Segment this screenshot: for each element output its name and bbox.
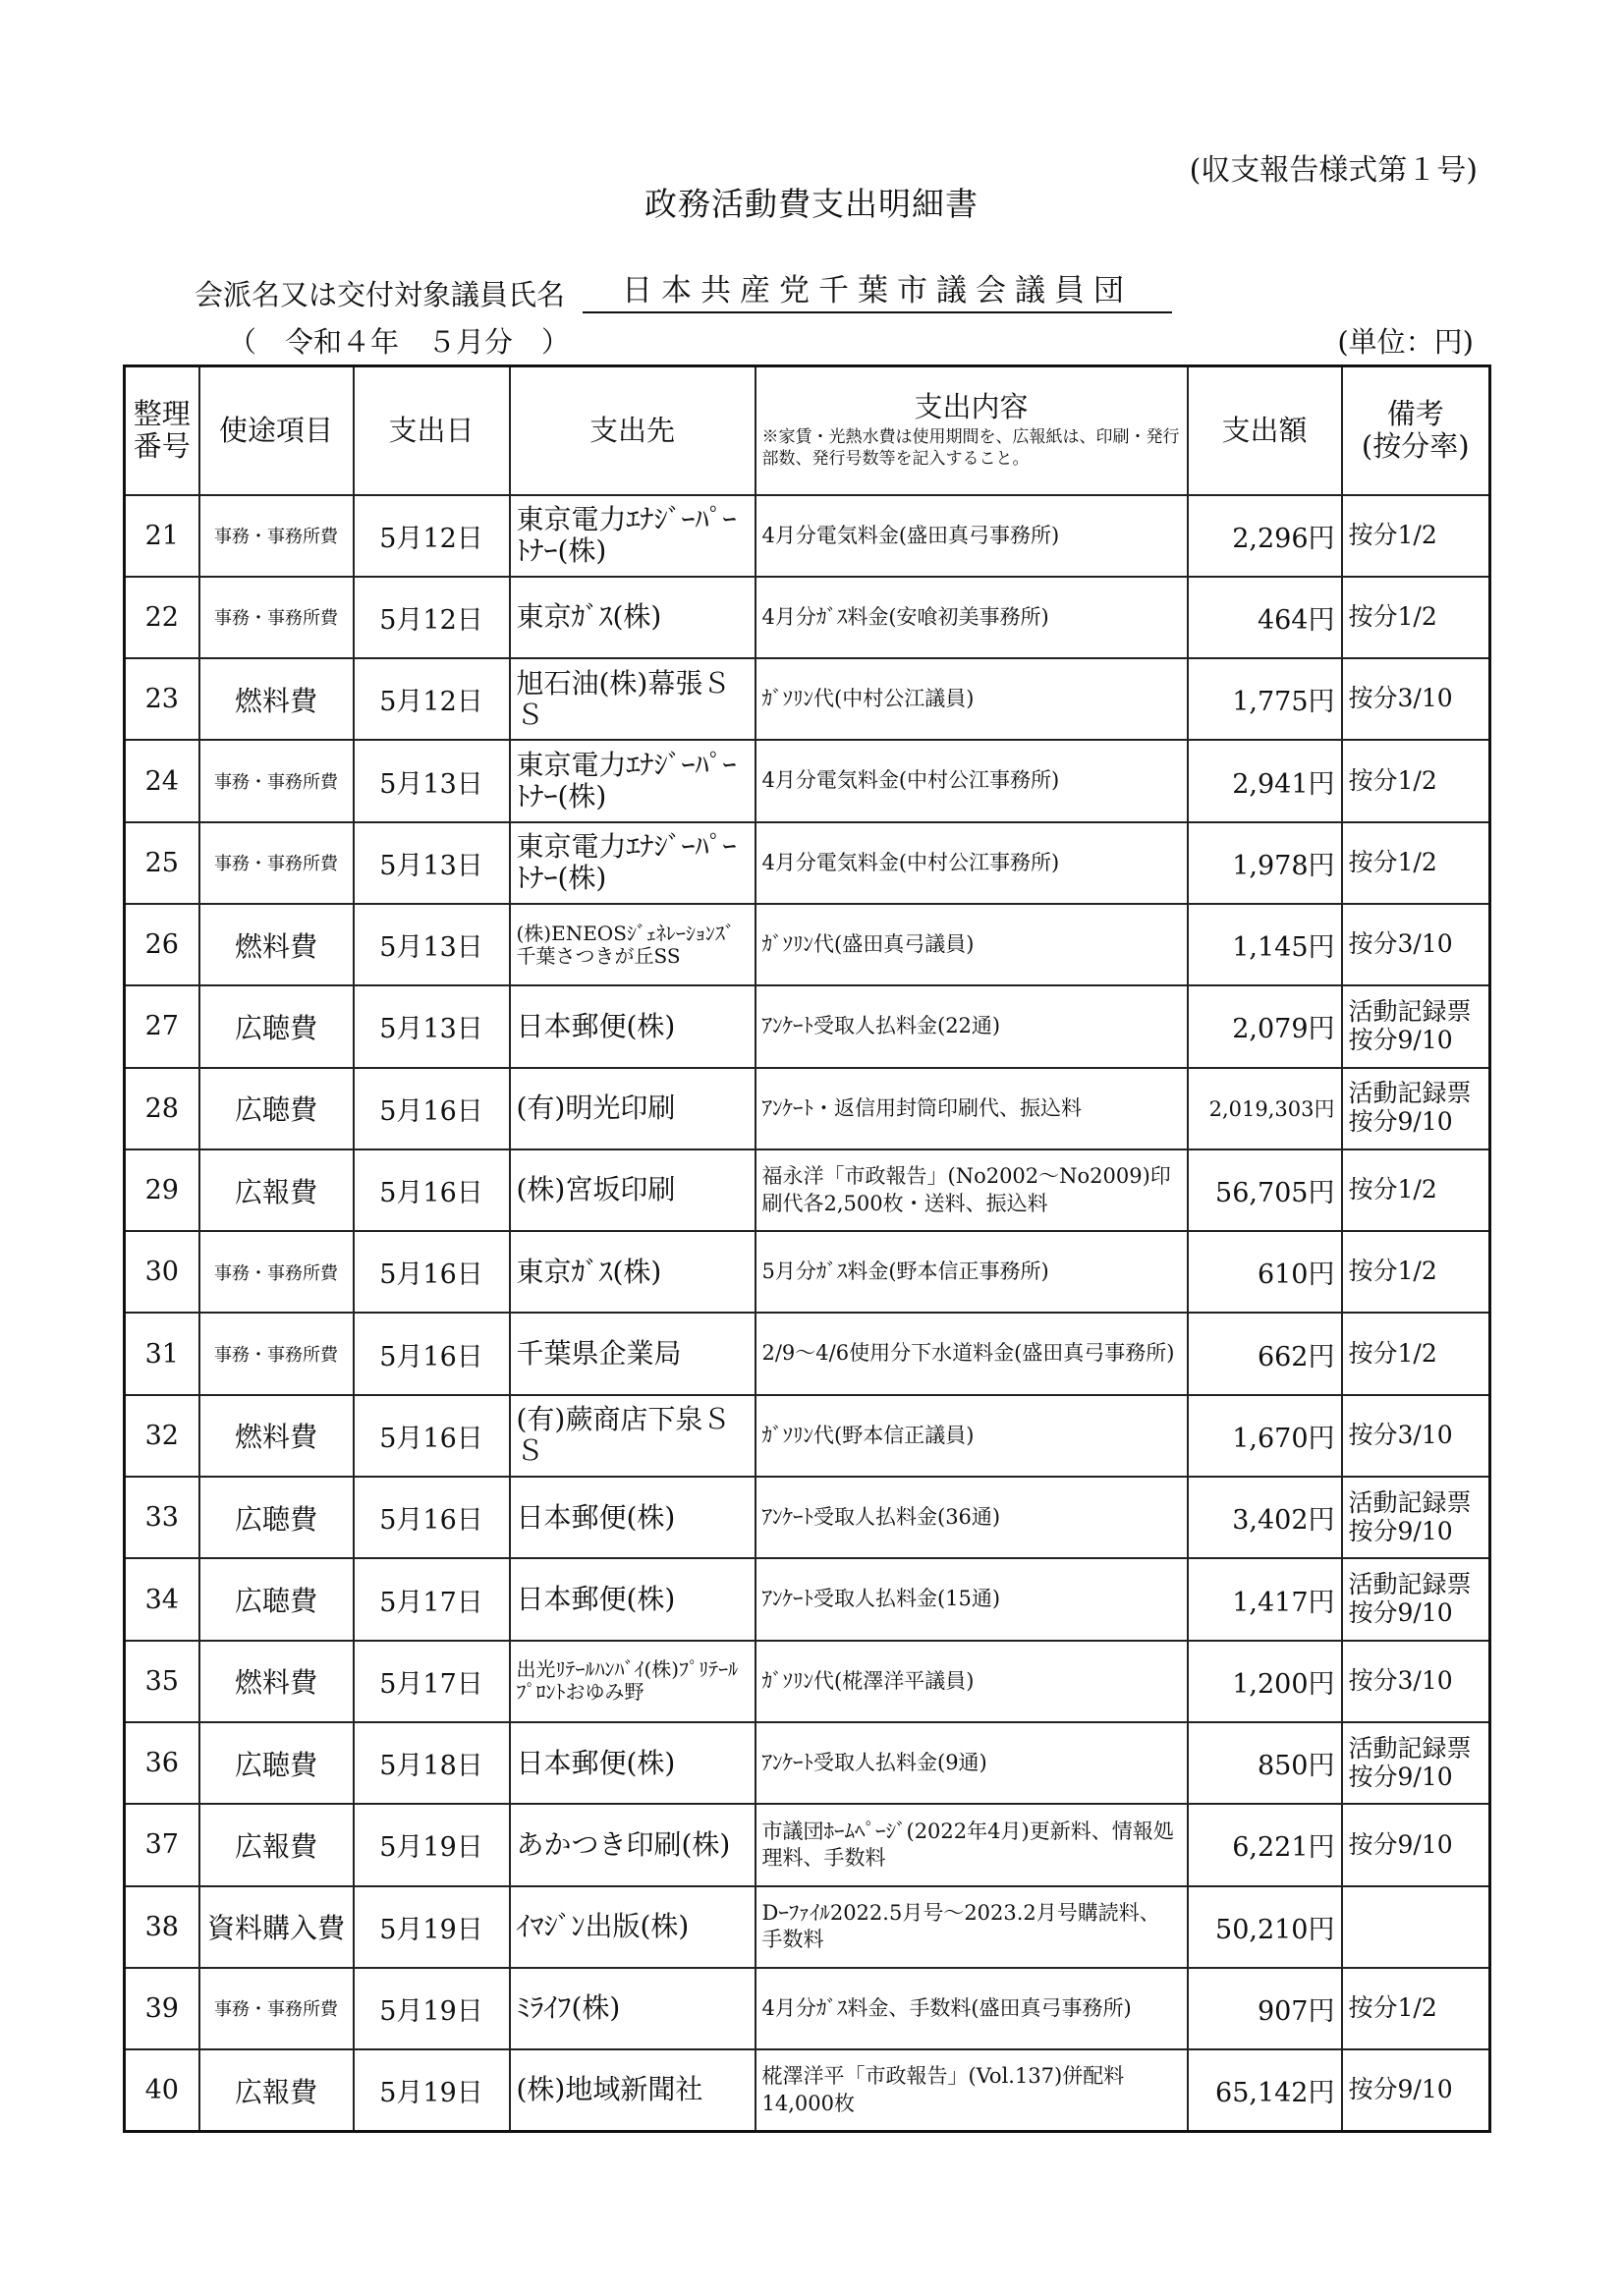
row-content: 2/9～4/6使用分下水道料金(盛田真弓事務所) [756,1313,1188,1394]
row-payee: ｲﾏｼﾞﾝ出版(株) [510,1886,756,1968]
row-content: 4月分ｶﾞｽ料金(安喰初美事務所) [756,577,1188,658]
row-date: 5月16日 [354,1149,510,1231]
row-category: 広聴費 [199,1068,354,1149]
row-remarks: 按分1/2 [1342,495,1490,577]
row-content: ｶﾞｿﾘﾝ代(盛田真弓議員) [756,904,1188,985]
row-number: 32 [125,1395,199,1477]
row-category: 事務・事務所費 [199,1968,354,2049]
row-number: 40 [125,2049,199,2131]
row-category: 広聴費 [199,1477,354,1558]
document-title: 政務活動費支出明細書 [644,185,979,223]
row-remarks: 按分1/2 [1342,822,1490,904]
row-remarks: 按分1/2 [1342,577,1490,658]
form-number: (収支報告様式第１号) [1189,153,1478,188]
row-remarks [1342,1886,1490,1968]
row-payee: (株)地域新聞社 [510,2049,756,2131]
row-amount: 464円 [1188,577,1342,658]
table-row [125,1068,1490,1149]
row-payee: ﾐﾗｲﾌ(株) [510,1968,756,2049]
row-category: 燃料費 [199,1395,354,1477]
table-row [125,658,1490,740]
row-number: 33 [125,1477,199,1558]
row-category: 燃料費 [199,658,354,740]
row-category: 燃料費 [199,1641,354,1722]
row-payee: (株)宮坂印刷 [510,1149,756,1231]
row-remarks: 按分3/10 [1342,904,1490,985]
remarks-header-label: 備考 [1386,396,1444,430]
row-remarks: 按分1/2 [1342,1149,1490,1231]
row-category: 広聴費 [199,1722,354,1804]
row-payee: 旭石油(株)幕張ＳＳ [510,658,756,740]
row-number: 31 [125,1313,199,1394]
row-payee: 日本郵便(株) [510,1558,756,1640]
table-header-row [125,366,1490,495]
row-remarks: 按分3/10 [1342,658,1490,740]
col-header-no: 整理番号 [125,366,199,495]
row-content: 5月分ｶﾞｽ料金(野本信正事務所) [756,1231,1188,1313]
row-remarks: 活動記録票按分9/10 [1342,1477,1490,1558]
row-number: 22 [125,577,199,658]
row-remarks: 按分3/10 [1342,1641,1490,1722]
row-amount: 850円 [1188,1722,1342,1804]
row-payee: (有)明光印刷 [510,1068,756,1149]
row-amount: 610円 [1188,1231,1342,1313]
row-date: 5月16日 [354,1395,510,1477]
row-amount: 1,670円 [1188,1395,1342,1477]
expense-table [123,364,1491,2133]
content-header-label: 支出内容 [914,390,1029,424]
row-payee: (株)ENEOSｼﾞｪﾈﾚｰｼｮﾝｽﾞ千葉さつきが丘SS [510,904,756,985]
row-date: 5月19日 [354,2049,510,2131]
table-row [125,1231,1490,1313]
row-payee: (有)蕨商店下泉ＳＳ [510,1395,756,1477]
row-remarks: 活動記録票按分9/10 [1342,1558,1490,1640]
row-remarks: 按分9/10 [1342,2049,1490,2131]
col-header-category: 使途項目 [199,366,354,495]
row-remarks: 按分1/2 [1342,1313,1490,1394]
row-content: ｱﾝｹｰﾄ受取人払料金(36通) [756,1477,1188,1558]
row-amount: 907円 [1188,1968,1342,2049]
row-remarks: 按分3/10 [1342,1395,1490,1477]
row-payee: 出光ﾘﾃｰﾙﾊﾝﾊﾞｲ(株)ﾌﾟﾘﾃｰﾙﾌﾟﾛﾝﾄおゆみ野 [510,1641,756,1722]
row-content: 椛澤洋平「市政報告」(Vol.137)併配料14,000枚 [756,2049,1188,2131]
row-content: 市議団ﾎｰﾑﾍﾟｰｼﾞ(2022年4月)更新料、情報処理料、手数料 [756,1804,1188,1885]
row-date: 5月16日 [354,1313,510,1394]
row-content: Dｰﾌｧｲﾙ2022.5月号～2023.2月号購読料、手数料 [756,1886,1188,1968]
row-date: 5月13日 [354,904,510,985]
row-category: 燃料費 [199,904,354,985]
table-row [125,1722,1490,1804]
row-content: ｶﾞｿﾘﾝ代(椛澤洋平議員) [756,1641,1188,1722]
row-content: ｶﾞｿﾘﾝ代(中村公江議員) [756,658,1188,740]
row-date: 5月19日 [354,1886,510,1968]
row-content: ｱﾝｹｰﾄ受取人払料金(15通) [756,1558,1188,1640]
row-category: 資料購入費 [199,1886,354,1968]
table-row [125,985,1490,1067]
col-header-payee: 支出先 [510,366,756,495]
row-category: 広聴費 [199,1558,354,1640]
group-line [195,265,1172,313]
row-category: 広報費 [199,1149,354,1231]
row-date: 5月12日 [354,495,510,577]
row-content: ｱﾝｹｰﾄ・返信用封筒印刷代、振込料 [756,1068,1188,1149]
row-content: ｱﾝｹｰﾄ受取人払料金(9通) [756,1722,1188,1804]
table-row [125,577,1490,658]
row-number: 23 [125,658,199,740]
row-number: 28 [125,1068,199,1149]
row-content: 4月分電気料金(中村公江事務所) [756,822,1188,904]
table-row [125,495,1490,577]
table-row [125,904,1490,985]
row-amount: 1,417円 [1188,1558,1342,1640]
row-payee: 千葉県企業局 [510,1313,756,1394]
row-amount: 65,142円 [1188,2049,1342,2131]
col-header-content [756,366,1188,495]
row-category: 事務・事務所費 [199,1231,354,1313]
row-number: 30 [125,1231,199,1313]
row-date: 5月17日 [354,1641,510,1722]
remarks-header-sub: (按分率) [1361,429,1470,464]
row-payee: 東京電力ｴﾅｼﾞｰﾊﾟｰﾄﾅｰ(株) [510,822,756,904]
row-remarks: 按分1/2 [1342,740,1490,821]
col-header-amount: 支出額 [1188,366,1342,495]
row-category: 広報費 [199,1804,354,1885]
row-category: 事務・事務所費 [199,577,354,658]
row-amount: 1,200円 [1188,1641,1342,1722]
row-number: 29 [125,1149,199,1231]
row-date: 5月13日 [354,822,510,904]
row-number: 25 [125,822,199,904]
row-amount: 2,019,303円 [1188,1068,1342,1149]
table-row [125,1477,1490,1558]
row-category: 事務・事務所費 [199,495,354,577]
row-remarks: 按分9/10 [1342,1804,1490,1885]
row-number: 38 [125,1886,199,1968]
row-amount: 6,221円 [1188,1804,1342,1885]
row-amount: 2,079円 [1188,985,1342,1067]
row-payee: 東京電力ｴﾅｼﾞｰﾊﾟｰﾄﾅｰ(株) [510,740,756,821]
group-label: 会派名又は交付対象議員氏名 [195,278,566,311]
row-amount: 1,775円 [1188,658,1342,740]
row-number: 35 [125,1641,199,1722]
row-number: 27 [125,985,199,1067]
row-content: ｱﾝｹｰﾄ受取人払料金(22通) [756,985,1188,1067]
row-date: 5月17日 [354,1558,510,1640]
row-payee: 東京ｶﾞｽ(株) [510,577,756,658]
row-amount: 56,705円 [1188,1149,1342,1231]
row-category: 事務・事務所費 [199,740,354,821]
unit-label: (単位：円) [1337,325,1474,359]
row-remarks: 按分1/2 [1342,1231,1490,1313]
row-date: 5月19日 [354,1968,510,2049]
row-amount: 3,402円 [1188,1477,1342,1558]
row-amount: 1,145円 [1188,904,1342,985]
row-content: 4月分電気料金(盛田真弓事務所) [756,495,1188,577]
report-period: （ 令和４年 ５月分 ） [228,325,571,359]
row-date: 5月12日 [354,577,510,658]
row-number: 36 [125,1722,199,1804]
row-payee: 日本郵便(株) [510,1477,756,1558]
row-amount: 1,978円 [1188,822,1342,904]
row-payee: 東京電力ｴﾅｼﾞｰﾊﾟｰﾄﾅｰ(株) [510,495,756,577]
row-date: 5月16日 [354,1477,510,1558]
row-content: 4月分電気料金(中村公江事務所) [756,740,1188,821]
row-category: 広聴費 [199,985,354,1067]
row-date: 5月13日 [354,985,510,1067]
table-row [125,1558,1490,1640]
table-row [125,1149,1490,1231]
row-content: 福永洋「市政報告」(No2002～No2009)印刷代各2,500枚・送料、振込料 [756,1149,1188,1231]
row-payee: 日本郵便(株) [510,1722,756,1804]
row-number: 37 [125,1804,199,1885]
table-row [125,1395,1490,1477]
content-header-note: ※家賃・光熱水費は使用期間を、広報紙は、印刷・発行部数、発行号数等を記入すること。 [761,426,1180,469]
row-remarks: 活動記録票按分9/10 [1342,1722,1490,1804]
table-row [125,822,1490,904]
row-date: 5月18日 [354,1722,510,1804]
table-row [125,2049,1490,2131]
row-remarks: 活動記録票按分9/10 [1342,985,1490,1067]
col-header-date: 支出日 [354,366,510,495]
col-header-remarks [1342,366,1490,495]
table-row [125,1804,1490,1885]
table-row [125,1886,1490,1968]
row-remarks: 按分1/2 [1342,1968,1490,2049]
table-row [125,1313,1490,1394]
row-category: 広報費 [199,2049,354,2131]
row-number: 39 [125,1968,199,2049]
row-amount: 50,210円 [1188,1886,1342,1968]
row-content: 4月分ｶﾞｽ料金、手数料(盛田真弓事務所) [756,1968,1188,2049]
row-payee: 東京ｶﾞｽ(株) [510,1231,756,1313]
table-body [125,495,1490,2132]
group-name: 日本共産党千葉市議会議員団 [583,265,1172,313]
row-number: 21 [125,495,199,577]
row-category: 事務・事務所費 [199,822,354,904]
row-date: 5月16日 [354,1231,510,1313]
row-remarks: 活動記録票按分9/10 [1342,1068,1490,1149]
table-row [125,1641,1490,1722]
row-date: 5月13日 [354,740,510,821]
row-date: 5月16日 [354,1068,510,1149]
row-payee: 日本郵便(株) [510,985,756,1067]
table-row [125,1968,1490,2049]
table-row [125,740,1490,821]
row-payee: あかつき印刷(株) [510,1804,756,1885]
row-date: 5月19日 [354,1804,510,1885]
row-amount: 2,941円 [1188,740,1342,821]
row-number: 34 [125,1558,199,1640]
row-amount: 2,296円 [1188,495,1342,577]
row-category: 事務・事務所費 [199,1313,354,1394]
row-content: ｶﾞｿﾘﾝ代(野本信正議員) [756,1395,1188,1477]
row-number: 26 [125,904,199,985]
row-date: 5月12日 [354,658,510,740]
row-amount: 662円 [1188,1313,1342,1394]
row-number: 24 [125,740,199,821]
